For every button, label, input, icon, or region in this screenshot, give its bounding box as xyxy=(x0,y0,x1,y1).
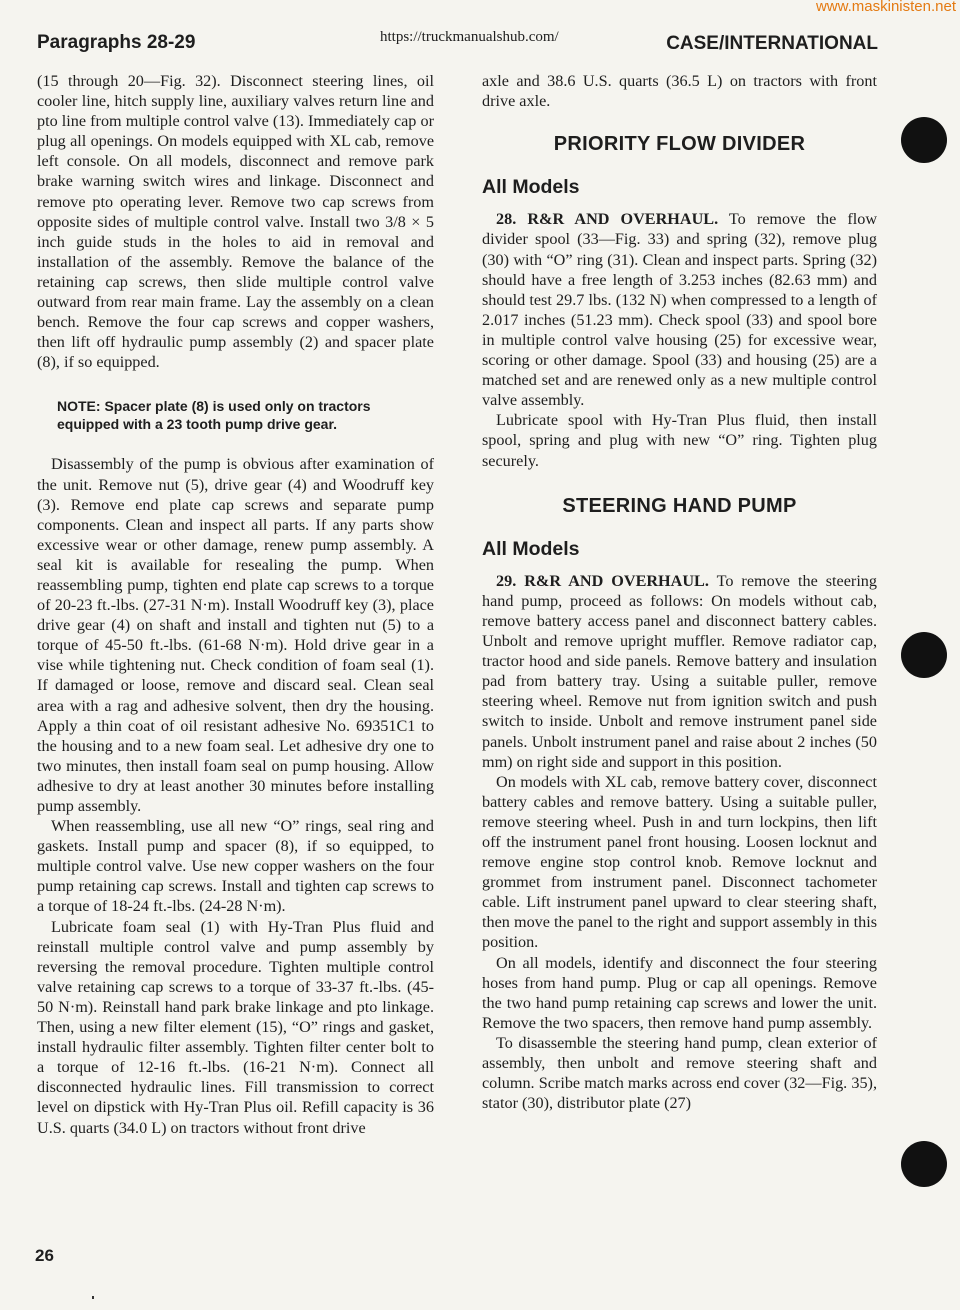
header-url[interactable]: https://truckmanualshub.com/ xyxy=(380,29,559,45)
paragraph-28 xyxy=(482,209,877,410)
subsection-title: All Models xyxy=(482,537,580,560)
paragraph-29 xyxy=(482,571,877,772)
paragraph: (15 through 20—Fig. 32). Disconnect steering lines, oil cooler line, hitch supply line, auxiliary valves return line and pto line from multiple control valve (13). Immediately cap or plug all openings. On models equipped with XL cab, remove left console. On all models, disconnect and remove park brake warning switch wires and linkage. Disconnect and remove pto operating lever. Remove two cap screws from opposite sides of multiple control valve. Install two 3/8 × 5 inch guide studs in the holes to aid in removal and installation of the assembly. Remove the balance of the retaining cap screws, then slide multiple control valve outward from rear main frame. Lay the assembly on a clean bench. Remove the four cap screws and copper washers, then lift off hydraulic pump assembly (2) and spacer plate (8), if so equipped. xyxy=(37,72,434,372)
paragraph: On models with XL cab, remove battery cover, disconnect battery cables and remove battery. Using a suitable puller, remove steering wheel. Push in and turn lockpins, then lift off the instrument panel front housing. Loosen locknut and remove engine stop control knob. Remove locknut and grommet from instrument panel. Disconnect tachometer cable. Lift instrument panel upward to clear steering shaft, then move the panel to the right and support assembly in this position. xyxy=(482,772,877,952)
paragraph: When reassembling, use all new “O” rings, seal ring and gaskets. Install pump and spacer (8), if so equipped, to multiple control valve. Use new copper washers on the four pump retaining cap screws. Install and tighten cap screws to a torque of 18-24 ft.-lbs. (24-28 N·m). xyxy=(37,817,434,916)
watermark: www.maskinisten.net xyxy=(815,0,956,15)
paragraph: On all models, identify and disconnect the four steering hoses from hand pump. Plug or cap all openings. Remove the two hand pump retaining cap screws and lower the unit. Remove the two spacers, then remove hand pump assembly. xyxy=(482,953,877,1032)
subsection-title: All Models xyxy=(482,176,580,199)
page-number: 26 xyxy=(35,1246,54,1265)
header-paragraphs: Paragraphs 28-29 xyxy=(37,32,196,53)
paragraph-text: To remove the flow divider spool (33—Fig. 33) and spring (32), remove plug (30) with “O” ring (31). Clean and inspect parts. Spring (32) should have a free length of 3.253 inches (82.63 mm) and should test 29.7 lbs. (132 N) when compressed to a length of 2.017 inches (51.23 mm). Check spool (33) and spool bore in multiple control valve housing (25) for excessive wear, scoring or other damage. Spool (33) and housing (25) are a matched set and are renewed only as a new multiple control valve assembly. xyxy=(482,210,878,410)
scan-mark xyxy=(92,1296,94,1299)
binding-hole-middle xyxy=(901,632,947,678)
header-brand: CASE/INTERNATIONAL xyxy=(666,33,878,54)
paragraph: Lubricate foam seal (1) with Hy-Tran Plus fluid and reinstall multiple control valve and pump assembly by reversing the removal procedure. Tighten multiple control valve retaining cap screws to a torque of 33-37 ft.-lbs. (45-50 N·m). Reinstall hand park brake linkage and pto linkage. Then, using a new filter element (15), “O” rings and gasket, install hydraulic filter assembly. Tighten filter center bolt to a torque of 12-16 ft.-lbs. (16-21 N·m). Connect all disconnected hydraulic lines. Fill transmission to correct level on dipstick with Hy-Tran Plus oil. Refill capacity is 36 U.S. quarts (34.0 L) on tractors without front drive xyxy=(37,917,434,1137)
paragraph: axle and 38.6 U.S. quarts (36.5 L) on tractors with front drive axle. xyxy=(482,72,877,111)
left-column xyxy=(37,71,434,1138)
paragraph: Lubricate spool with Hy-Tran Plus fluid, then install spool, spring and plug with new “O” ring. Tighten plug securely. xyxy=(482,411,877,470)
binding-hole-top xyxy=(901,117,947,163)
section-title-priority-flow-divider: PRIORITY FLOW DIVIDER xyxy=(553,133,806,156)
paragraph: Disassembly of the pump is obvious after examination of the unit. Remove nut (5), drive gear (4) and Woodruff key (3). Remove end plate cap screws and separate pump components. Clean and inspect all parts. If any parts show excessive wear or other damage, renew pump assembly. A seal kit is available for resealing the pump. When reassembling pump, tighten end plate cap screws to a torque of 20-23 ft.-lbs. (27-31 N·m). Install Woodruff key (3), place drive gear (4) on shaft and install and tighten nut (5) to a torque of 45-50 ft.-lbs. (61-68 N·m). Hold drive gear in a vise while tightening nut. Check condition of foam seal (1). If damaged or loose, remove and discard seal. Clean seal area with a rag and adhesive solvent, then dry the housing. Apply a thin coat of oil resistant adhesive No. 69351C1 to the housing and to a new foam seal. Let adhesive dry one to two minutes, then install foam seal on pump housing. Allow adhesive to dry at least another 30 minutes before installing pump assembly. xyxy=(37,455,434,815)
paragraph-lead: 29. R&R AND OVERHAUL. xyxy=(496,571,709,590)
paragraph: To disassemble the steering hand pump, clean exterior of assembly, then unbolt and remove steering shaft and column. Scribe match marks across end cover (32—Fig. 35), stator (30), distributor plate (27) xyxy=(482,1033,877,1113)
note: NOTE: Spacer plate (8) is used only on tractors equipped with a 23 tooth pump drive gear. xyxy=(57,398,371,433)
binding-hole-bottom xyxy=(901,1141,947,1187)
paragraph-lead: 28. R&R AND OVERHAUL. xyxy=(496,210,719,229)
section-title-steering-hand-pump: STEERING HAND PUMP xyxy=(562,494,797,517)
right-column xyxy=(482,71,877,1113)
paragraph-text: To remove the steering hand pump, proceed as follows: On models without cab, remove battery access panel and disconnect battery cables. Unbolt and remove upright muffler. Remove radiator cap, tractor hood and side panels. Remove battery and insulation pad from battery tray. Using a suitable puller, remove steering wheel. Remove nut from ignition switch and push switch to inside. Unbolt and remove instrument panel side panels. Unbolt instrument panel and raise about 2 inches (50 mm) on right side and support in this position. xyxy=(482,571,877,771)
